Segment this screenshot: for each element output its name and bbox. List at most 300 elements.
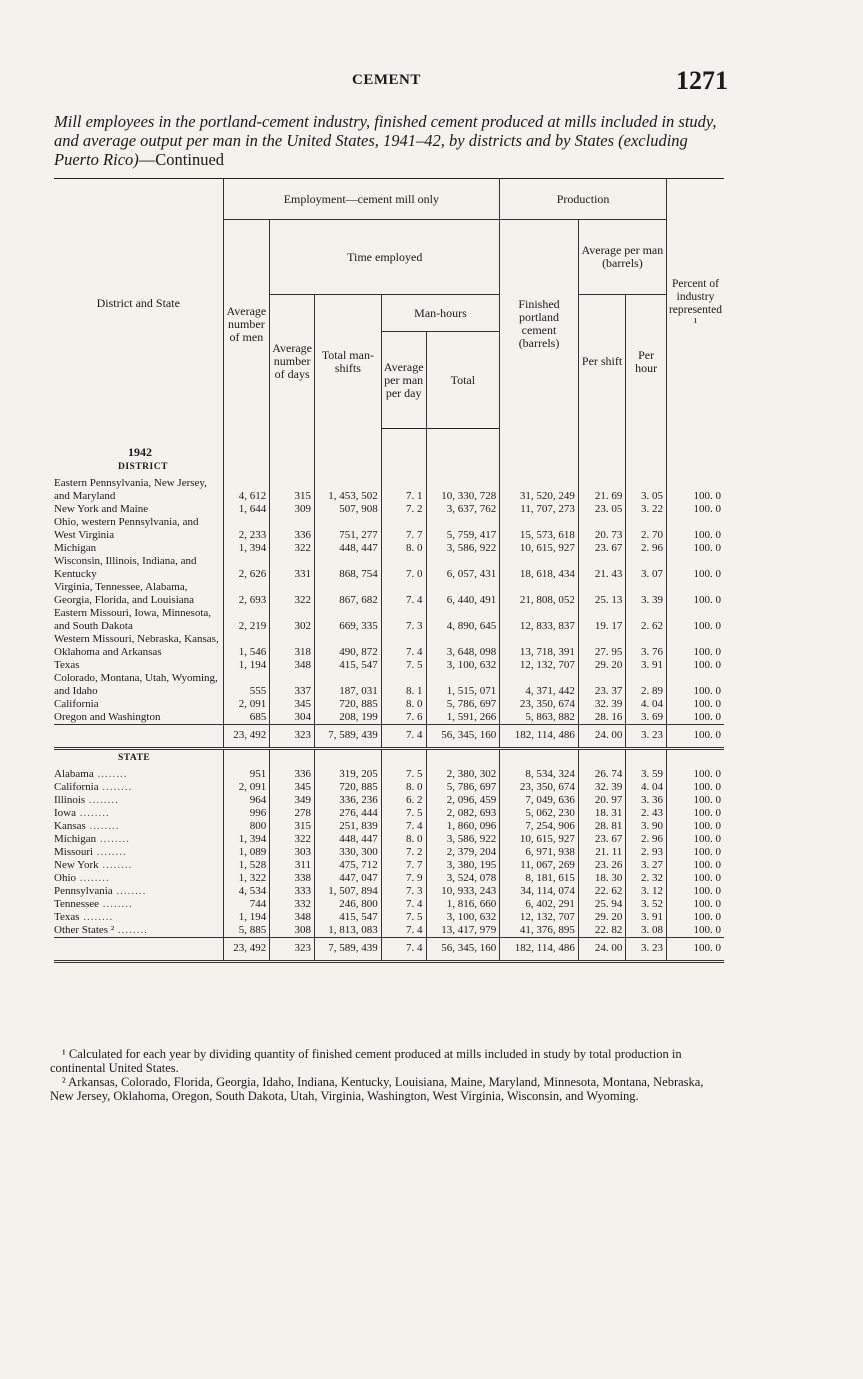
cell-per-shift: 18. 31 bbox=[578, 807, 625, 820]
cell-finished-barrels: 5, 062, 230 bbox=[500, 807, 579, 820]
cell-avg-days: 336 bbox=[270, 768, 315, 781]
cell-hours-per-day: 8. 0 bbox=[381, 781, 426, 794]
table-head bbox=[54, 179, 724, 429]
cell-hours-per-day: 7. 0 bbox=[381, 555, 426, 581]
cell-man-hours: 3, 100, 632 bbox=[426, 911, 500, 924]
row-label: Wisconsin, Illinois, Indiana, and Kentucky bbox=[54, 554, 197, 580]
cell-man-shifts: 246, 800 bbox=[315, 898, 382, 911]
cell-avg-men: 1, 194 bbox=[223, 659, 270, 672]
cell-man-shifts: 448, 447 bbox=[315, 833, 382, 846]
district-row bbox=[54, 555, 724, 581]
cell-percent-industry: 100. 0 bbox=[666, 542, 724, 555]
header-avg-hours-per-day: Average per man per day bbox=[381, 332, 426, 429]
cell-hours-per-day: 7. 5 bbox=[381, 659, 426, 672]
cell-avg-days: 333 bbox=[270, 885, 315, 898]
cell-finished-barrels: 12, 132, 707 bbox=[500, 659, 579, 672]
cell-avg-men: 2, 091 bbox=[223, 781, 270, 794]
total-avg-days: 323 bbox=[270, 937, 315, 961]
cell-avg-days: 337 bbox=[270, 672, 315, 698]
cell-man-hours: 3, 637, 762 bbox=[426, 503, 500, 516]
cell-man-hours: 5, 786, 697 bbox=[426, 698, 500, 711]
header-percent-industry: Percent of industry represented ¹ bbox=[666, 179, 724, 429]
year-label: 1942 bbox=[128, 444, 152, 459]
cell-percent-industry: 100. 0 bbox=[666, 672, 724, 698]
cell-man-shifts: 868, 754 bbox=[315, 555, 382, 581]
cell-per-shift: 20. 73 bbox=[578, 516, 625, 542]
row-label: California bbox=[54, 697, 99, 710]
page-number: 1271 bbox=[676, 66, 728, 95]
header-district-state: District and State bbox=[54, 179, 223, 429]
cell-avg-men: 800 bbox=[223, 820, 270, 833]
cell-man-hours: 3, 648, 098 bbox=[426, 633, 500, 659]
cell-hours-per-day: 8. 0 bbox=[381, 542, 426, 555]
data-table bbox=[54, 178, 724, 963]
row-label: Michigan ..... bbox=[54, 833, 223, 846]
cell-avg-days: 338 bbox=[270, 872, 315, 885]
cell-man-shifts: 669, 335 bbox=[315, 607, 382, 633]
cell-per-hour: 3. 91 bbox=[626, 911, 667, 924]
row-label: California ..... bbox=[54, 781, 223, 794]
total-avg-days: 323 bbox=[270, 724, 315, 748]
cell-avg-days: 304 bbox=[270, 711, 315, 725]
cell-avg-men: 2, 233 bbox=[223, 516, 270, 542]
cell-per-hour: 3. 22 bbox=[626, 503, 667, 516]
row-label: New York and Maine bbox=[54, 502, 149, 515]
row-label: Michigan bbox=[54, 541, 97, 554]
cell-man-shifts: 507, 908 bbox=[315, 503, 382, 516]
cell-per-shift: 19. 17 bbox=[578, 607, 625, 633]
district-row bbox=[54, 477, 724, 503]
cell-man-shifts: 751, 277 bbox=[315, 516, 382, 542]
cell-finished-barrels: 10, 615, 927 bbox=[500, 833, 579, 846]
state-row bbox=[54, 898, 724, 911]
cell-percent-industry: 100. 0 bbox=[666, 633, 724, 659]
district-row bbox=[54, 672, 724, 698]
header-finished-cement: Finished portland cement (barrels) bbox=[500, 220, 579, 429]
cell-avg-men: 2, 626 bbox=[223, 555, 270, 581]
cell-avg-days: 348 bbox=[270, 659, 315, 672]
cell-hours-per-day: 7. 4 bbox=[381, 581, 426, 607]
cell-percent-industry: 100. 0 bbox=[666, 807, 724, 820]
cell-per-shift: 21. 69 bbox=[578, 477, 625, 503]
cell-man-shifts: 448, 447 bbox=[315, 542, 382, 555]
cell-hours-per-day: 7. 6 bbox=[381, 711, 426, 725]
header-total-man-hours: Total bbox=[426, 332, 500, 429]
cell-percent-industry: 100. 0 bbox=[666, 477, 724, 503]
cell-hours-per-day: 7. 3 bbox=[381, 607, 426, 633]
cell-per-shift: 18. 30 bbox=[578, 872, 625, 885]
cell-per-hour: 3. 52 bbox=[626, 898, 667, 911]
cell-avg-days: 278 bbox=[270, 807, 315, 820]
cell-per-hour: 3. 90 bbox=[626, 820, 667, 833]
cell-per-hour: 2. 43 bbox=[626, 807, 667, 820]
cell-hours-per-day: 7. 3 bbox=[381, 885, 426, 898]
cell-avg-days: 348 bbox=[270, 911, 315, 924]
cell-finished-barrels: 12, 132, 707 bbox=[500, 911, 579, 924]
total-man-shifts: 7, 589, 439 bbox=[315, 724, 382, 748]
cell-per-shift: 21. 11 bbox=[578, 846, 625, 859]
cell-per-shift: 21. 43 bbox=[578, 555, 625, 581]
data-table-container bbox=[54, 178, 724, 963]
total-avg-men: 23, 492 bbox=[223, 937, 270, 961]
cell-per-shift: 23. 37 bbox=[578, 672, 625, 698]
cell-hours-per-day: 7. 4 bbox=[381, 898, 426, 911]
cell-per-shift: 23. 26 bbox=[578, 859, 625, 872]
cell-avg-men: 4, 612 bbox=[223, 477, 270, 503]
cell-finished-barrels: 10, 615, 927 bbox=[500, 542, 579, 555]
cell-finished-barrels: 18, 618, 434 bbox=[500, 555, 579, 581]
cell-hours-per-day: 7. 5 bbox=[381, 768, 426, 781]
cell-per-hour: 2. 62 bbox=[626, 607, 667, 633]
cell-man-hours: 3, 100, 632 bbox=[426, 659, 500, 672]
cell-man-hours: 10, 330, 728 bbox=[426, 477, 500, 503]
cell-finished-barrels: 8, 181, 615 bbox=[500, 872, 579, 885]
cell-avg-men: 1, 546 bbox=[223, 633, 270, 659]
district-row bbox=[54, 711, 724, 725]
cell-avg-days: 322 bbox=[270, 542, 315, 555]
cell-finished-barrels: 31, 520, 249 bbox=[500, 477, 579, 503]
cell-percent-industry: 100. 0 bbox=[666, 911, 724, 924]
cell-avg-men: 1, 528 bbox=[223, 859, 270, 872]
row-label: Kansas ..... bbox=[54, 820, 223, 833]
cell-per-shift: 32. 39 bbox=[578, 698, 625, 711]
cell-per-hour: 3. 07 bbox=[626, 555, 667, 581]
cell-avg-men: 1, 394 bbox=[223, 542, 270, 555]
cell-finished-barrels: 4, 371, 442 bbox=[500, 672, 579, 698]
caption-continued: —Continued bbox=[138, 150, 225, 169]
cell-avg-days: 349 bbox=[270, 794, 315, 807]
cell-per-shift: 32. 39 bbox=[578, 781, 625, 794]
header-man-hours: Man-hours bbox=[381, 295, 499, 332]
cell-finished-barrels: 12, 833, 837 bbox=[500, 607, 579, 633]
state-row bbox=[54, 872, 724, 885]
cell-per-hour: 2. 70 bbox=[626, 516, 667, 542]
row-label: Western Missouri, Nebraska, Kansas, Oklahoma and Arkansas bbox=[54, 632, 219, 658]
cell-man-shifts: 319, 205 bbox=[315, 768, 382, 781]
cell-per-hour: 4. 04 bbox=[626, 698, 667, 711]
row-label: Ohio ..... bbox=[54, 872, 223, 885]
cell-percent-industry: 100. 0 bbox=[666, 711, 724, 725]
cell-hours-per-day: 7. 4 bbox=[381, 924, 426, 938]
cell-finished-barrels: 11, 067, 269 bbox=[500, 859, 579, 872]
cell-per-hour: 3. 76 bbox=[626, 633, 667, 659]
cell-per-shift: 25. 94 bbox=[578, 898, 625, 911]
cell-man-shifts: 720, 885 bbox=[315, 698, 382, 711]
cell-man-hours: 5, 759, 417 bbox=[426, 516, 500, 542]
cell-percent-industry: 100. 0 bbox=[666, 885, 724, 898]
row-label: Tennessee ..... bbox=[54, 898, 223, 911]
cell-avg-men: 744 bbox=[223, 898, 270, 911]
cell-man-shifts: 251, 839 bbox=[315, 820, 382, 833]
cell-per-hour: 2. 89 bbox=[626, 672, 667, 698]
state-row bbox=[54, 768, 724, 781]
cell-man-hours: 3, 586, 922 bbox=[426, 833, 500, 846]
cell-hours-per-day: 8. 1 bbox=[381, 672, 426, 698]
district-row bbox=[54, 503, 724, 516]
cell-finished-barrels: 41, 376, 895 bbox=[500, 924, 579, 938]
cell-per-hour: 3. 05 bbox=[626, 477, 667, 503]
cell-hours-per-day: 7. 4 bbox=[381, 820, 426, 833]
cell-finished-barrels: 23, 350, 674 bbox=[500, 698, 579, 711]
cell-percent-industry: 100. 0 bbox=[666, 516, 724, 542]
cell-per-hour: 3. 39 bbox=[626, 581, 667, 607]
cell-per-shift: 26. 74 bbox=[578, 768, 625, 781]
total-man-hours: 56, 345, 160 bbox=[426, 937, 500, 961]
cell-man-hours: 2, 379, 204 bbox=[426, 846, 500, 859]
cell-man-hours: 3, 586, 922 bbox=[426, 542, 500, 555]
cell-man-shifts: 1, 453, 502 bbox=[315, 477, 382, 503]
cell-hours-per-day: 8. 0 bbox=[381, 698, 426, 711]
cell-avg-days: 318 bbox=[270, 633, 315, 659]
cell-hours-per-day: 7. 9 bbox=[381, 872, 426, 885]
cell-finished-barrels: 6, 971, 938 bbox=[500, 846, 579, 859]
cell-man-hours: 5, 786, 697 bbox=[426, 781, 500, 794]
header-avg-per-man: Average per man (barrels) bbox=[578, 220, 666, 295]
total-per-hour: 3. 23 bbox=[626, 937, 667, 961]
cell-per-shift: 27. 95 bbox=[578, 633, 625, 659]
cell-percent-industry: 100. 0 bbox=[666, 607, 724, 633]
cell-per-shift: 23. 67 bbox=[578, 542, 625, 555]
cell-man-hours: 10, 933, 243 bbox=[426, 885, 500, 898]
header-employment: Employment—cement mill only bbox=[223, 179, 500, 220]
cell-hours-per-day: 6. 2 bbox=[381, 794, 426, 807]
cell-avg-men: 2, 219 bbox=[223, 607, 270, 633]
cell-hours-per-day: 7. 2 bbox=[381, 846, 426, 859]
cell-avg-men: 2, 091 bbox=[223, 698, 270, 711]
cell-per-hour: 3. 12 bbox=[626, 885, 667, 898]
total-man-hours: 56, 345, 160 bbox=[426, 724, 500, 748]
cell-finished-barrels: 5, 863, 882 bbox=[500, 711, 579, 725]
cell-finished-barrels: 7, 049, 636 bbox=[500, 794, 579, 807]
caption-main: Mill employees in the portland-cement industry, finished cement produced at mills included in study, and average output per man in the United States, 1941–42, by districts and by States (excluding Puerto Rico) bbox=[54, 112, 717, 169]
state-row bbox=[54, 846, 724, 859]
cell-avg-men: 1, 089 bbox=[223, 846, 270, 859]
cell-avg-days: 331 bbox=[270, 555, 315, 581]
cell-man-shifts: 415, 547 bbox=[315, 911, 382, 924]
cell-man-hours: 6, 057, 431 bbox=[426, 555, 500, 581]
district-row bbox=[54, 698, 724, 711]
row-label: Other States ² ..... bbox=[54, 924, 223, 938]
cell-percent-industry: 100. 0 bbox=[666, 781, 724, 794]
district-total-row bbox=[54, 724, 724, 748]
total-per-shift: 24. 00 bbox=[578, 724, 625, 748]
row-label: Ohio, western Pennsylvania, and West Virginia bbox=[54, 515, 199, 541]
cell-percent-industry: 100. 0 bbox=[666, 859, 724, 872]
cell-per-shift: 22. 62 bbox=[578, 885, 625, 898]
cell-hours-per-day: 8. 0 bbox=[381, 833, 426, 846]
cell-man-shifts: 336, 236 bbox=[315, 794, 382, 807]
row-label: Missouri ..... bbox=[54, 846, 223, 859]
state-row bbox=[54, 820, 724, 833]
cell-per-hour: 3. 91 bbox=[626, 659, 667, 672]
cell-avg-men: 951 bbox=[223, 768, 270, 781]
district-row bbox=[54, 633, 724, 659]
cell-per-shift: 28. 16 bbox=[578, 711, 625, 725]
table-body bbox=[54, 429, 724, 962]
total-percent-industry: 100. 0 bbox=[666, 724, 724, 748]
cell-avg-men: 996 bbox=[223, 807, 270, 820]
header-production: Production bbox=[500, 179, 667, 220]
cell-avg-days: 322 bbox=[270, 833, 315, 846]
cell-avg-men: 685 bbox=[223, 711, 270, 725]
cell-per-hour: 3. 36 bbox=[626, 794, 667, 807]
state-row bbox=[54, 781, 724, 794]
cell-avg-men: 1, 394 bbox=[223, 833, 270, 846]
cell-percent-industry: 100. 0 bbox=[666, 898, 724, 911]
cell-man-hours: 2, 082, 693 bbox=[426, 807, 500, 820]
cell-avg-days: 345 bbox=[270, 781, 315, 794]
cell-finished-barrels: 11, 707, 273 bbox=[500, 503, 579, 516]
cell-percent-industry: 100. 0 bbox=[666, 846, 724, 859]
cell-per-hour: 3. 08 bbox=[626, 924, 667, 938]
header-time-employed: Time employed bbox=[270, 220, 500, 295]
footnotes bbox=[50, 1048, 728, 1104]
row-label: Illinois ..... bbox=[54, 794, 223, 807]
row-label: Pennsylvania ..... bbox=[54, 885, 223, 898]
cell-per-shift: 29. 20 bbox=[578, 911, 625, 924]
cell-per-shift: 23. 05 bbox=[578, 503, 625, 516]
state-row bbox=[54, 807, 724, 820]
cell-finished-barrels: 13, 718, 391 bbox=[500, 633, 579, 659]
header-avg-men: Average number of men bbox=[223, 220, 270, 429]
cell-man-shifts: 720, 885 bbox=[315, 781, 382, 794]
cell-avg-men: 4, 534 bbox=[223, 885, 270, 898]
total-per-hour: 3. 23 bbox=[626, 724, 667, 748]
cell-percent-industry: 100. 0 bbox=[666, 820, 724, 833]
cell-per-shift: 23. 67 bbox=[578, 833, 625, 846]
cell-avg-men: 555 bbox=[223, 672, 270, 698]
cell-man-shifts: 187, 031 bbox=[315, 672, 382, 698]
cell-avg-men: 1, 194 bbox=[223, 911, 270, 924]
cell-hours-per-day: 7. 2 bbox=[381, 503, 426, 516]
cell-avg-days: 322 bbox=[270, 581, 315, 607]
cell-man-hours: 4, 890, 645 bbox=[426, 607, 500, 633]
district-row bbox=[54, 581, 724, 607]
row-label: Iowa ..... bbox=[54, 807, 223, 820]
total-hours-per-day: 7. 4 bbox=[381, 937, 426, 961]
row-label: Eastern Missouri, Iowa, Minnesota, and South Dakota bbox=[54, 606, 212, 632]
cell-per-shift: 20. 97 bbox=[578, 794, 625, 807]
cell-man-hours: 1, 816, 660 bbox=[426, 898, 500, 911]
cell-man-shifts: 1, 813, 083 bbox=[315, 924, 382, 938]
cell-man-hours: 1, 591, 266 bbox=[426, 711, 500, 725]
cell-percent-industry: 100. 0 bbox=[666, 555, 724, 581]
cell-man-hours: 2, 096, 459 bbox=[426, 794, 500, 807]
header-avg-days: Average number of days bbox=[270, 295, 315, 429]
cell-per-shift: 28. 81 bbox=[578, 820, 625, 833]
section-state-label: STATE bbox=[118, 753, 151, 764]
cell-avg-days: 303 bbox=[270, 846, 315, 859]
row-label: Colorado, Montana, Utah, Wyoming, and Idaho bbox=[54, 671, 218, 697]
cell-per-hour: 3. 59 bbox=[626, 768, 667, 781]
cell-avg-days: 308 bbox=[270, 924, 315, 938]
cell-avg-days: 332 bbox=[270, 898, 315, 911]
cell-per-hour: 3. 27 bbox=[626, 859, 667, 872]
cell-man-hours: 6, 440, 491 bbox=[426, 581, 500, 607]
footnote-2: ² Arkansas, Colorado, Florida, Georgia, Idaho, Indiana, Kentucky, Louisiana, Maine, Maryland, Minnesota, Montana, Nebraska, New Jersey, Oklahoma, Oregon, South Dakota, Utah, Virginia, Washington, West Virginia, Wisconsin, and Wyoming. bbox=[50, 1075, 704, 1103]
district-row bbox=[54, 659, 724, 672]
cell-percent-industry: 100. 0 bbox=[666, 924, 724, 938]
cell-percent-industry: 100. 0 bbox=[666, 659, 724, 672]
cell-per-hour: 4. 04 bbox=[626, 781, 667, 794]
cell-hours-per-day: 7. 1 bbox=[381, 477, 426, 503]
state-row bbox=[54, 794, 724, 807]
total-percent-industry: 100. 0 bbox=[666, 937, 724, 961]
cell-man-shifts: 276, 444 bbox=[315, 807, 382, 820]
cell-percent-industry: 100. 0 bbox=[666, 581, 724, 607]
cell-per-hour: 3. 69 bbox=[626, 711, 667, 725]
cell-finished-barrels: 15, 573, 618 bbox=[500, 516, 579, 542]
state-row bbox=[54, 924, 724, 938]
cell-man-hours: 1, 515, 071 bbox=[426, 672, 500, 698]
cell-per-shift: 25. 13 bbox=[578, 581, 625, 607]
district-row bbox=[54, 516, 724, 542]
total-per-shift: 24. 00 bbox=[578, 937, 625, 961]
cell-percent-industry: 100. 0 bbox=[666, 872, 724, 885]
cell-per-hour: 2. 93 bbox=[626, 846, 667, 859]
state-row bbox=[54, 833, 724, 846]
cell-man-shifts: 330, 300 bbox=[315, 846, 382, 859]
cell-man-shifts: 415, 547 bbox=[315, 659, 382, 672]
cell-avg-days: 315 bbox=[270, 820, 315, 833]
state-total-row bbox=[54, 937, 724, 961]
row-label: Eastern Pennsylvania, New Jersey, and Maryland bbox=[54, 476, 207, 502]
total-finished-barrels: 182, 114, 486 bbox=[500, 937, 579, 961]
cell-man-shifts: 447, 047 bbox=[315, 872, 382, 885]
cell-hours-per-day: 7. 5 bbox=[381, 911, 426, 924]
cell-finished-barrels: 7, 254, 906 bbox=[500, 820, 579, 833]
header-per-shift: Per shift bbox=[578, 295, 625, 429]
cell-avg-men: 1, 322 bbox=[223, 872, 270, 885]
state-row bbox=[54, 885, 724, 898]
cell-man-hours: 3, 524, 078 bbox=[426, 872, 500, 885]
cell-avg-days: 345 bbox=[270, 698, 315, 711]
table-caption bbox=[54, 112, 734, 169]
cell-hours-per-day: 7. 7 bbox=[381, 516, 426, 542]
cell-avg-men: 964 bbox=[223, 794, 270, 807]
cell-man-shifts: 490, 872 bbox=[315, 633, 382, 659]
cell-per-hour: 2. 96 bbox=[626, 833, 667, 846]
header-total-man-shifts: Total man-shifts bbox=[315, 295, 382, 429]
row-label: Oregon and Washington bbox=[54, 710, 161, 723]
district-row bbox=[54, 542, 724, 555]
row-label: Texas ..... bbox=[54, 911, 223, 924]
cell-avg-days: 315 bbox=[270, 477, 315, 503]
cell-man-shifts: 1, 507, 894 bbox=[315, 885, 382, 898]
section-state-row bbox=[54, 748, 724, 768]
cell-per-hour: 2. 32 bbox=[626, 872, 667, 885]
district-row bbox=[54, 607, 724, 633]
row-label: New York ..... bbox=[54, 859, 223, 872]
cell-avg-days: 336 bbox=[270, 516, 315, 542]
cell-avg-days: 311 bbox=[270, 859, 315, 872]
cell-finished-barrels: 23, 350, 674 bbox=[500, 781, 579, 794]
cell-per-shift: 22. 82 bbox=[578, 924, 625, 938]
cell-finished-barrels: 6, 402, 291 bbox=[500, 898, 579, 911]
cell-man-hours: 3, 380, 195 bbox=[426, 859, 500, 872]
cell-percent-industry: 100. 0 bbox=[666, 833, 724, 846]
cell-finished-barrels: 34, 114, 074 bbox=[500, 885, 579, 898]
year-row bbox=[54, 429, 724, 459]
cell-man-shifts: 208, 199 bbox=[315, 711, 382, 725]
cell-man-hours: 2, 380, 302 bbox=[426, 768, 500, 781]
row-label: Alabama ..... bbox=[54, 768, 223, 781]
total-avg-men: 23, 492 bbox=[223, 724, 270, 748]
cell-percent-industry: 100. 0 bbox=[666, 794, 724, 807]
cell-hours-per-day: 7. 5 bbox=[381, 807, 426, 820]
total-finished-barrels: 182, 114, 486 bbox=[500, 724, 579, 748]
cell-avg-men: 5, 885 bbox=[223, 924, 270, 938]
